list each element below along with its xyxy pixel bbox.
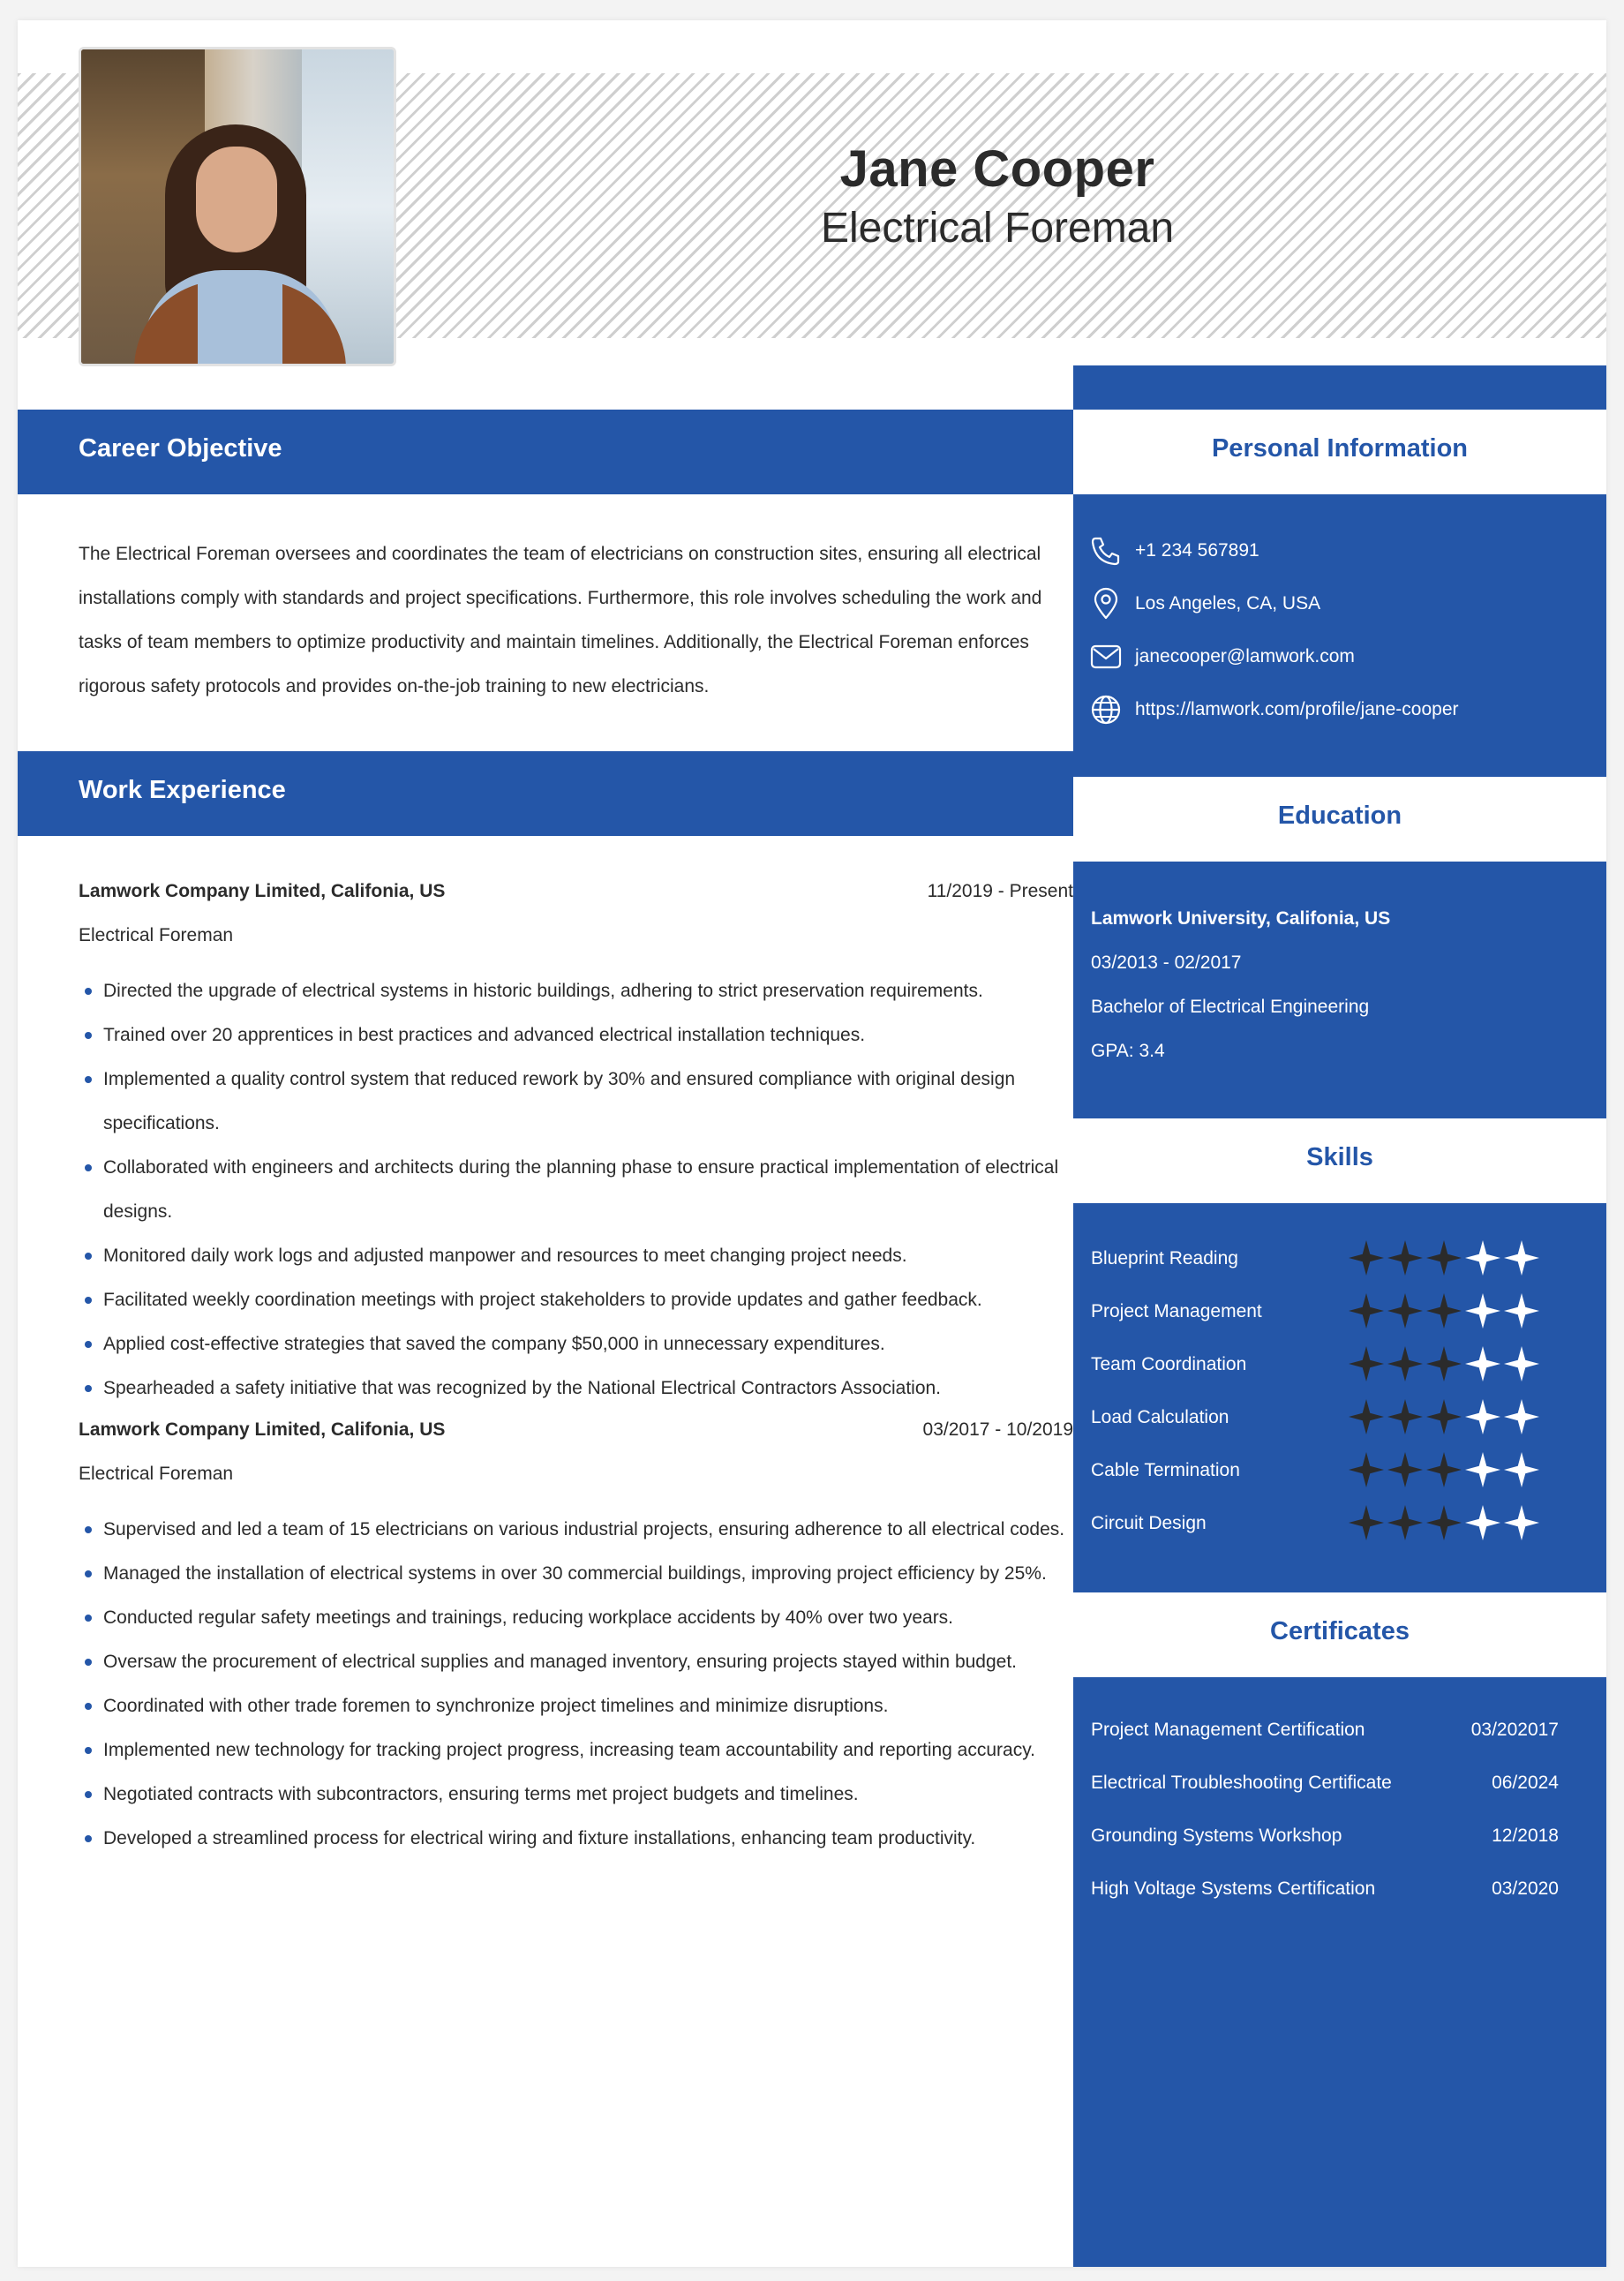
certificate-date: 12/2018 xyxy=(1492,1826,1559,1846)
phone-icon xyxy=(1088,533,1124,568)
star-empty-icon xyxy=(1465,1505,1500,1540)
skill-row xyxy=(1091,1293,1585,1329)
star-filled-icon xyxy=(1426,1452,1462,1487)
job-period: 03/2017 - 10/2019 xyxy=(922,1419,1073,1440)
skill-name: Load Calculation xyxy=(1091,1407,1229,1427)
contact-email-text[interactable]: janecooper@lamwork.com xyxy=(1135,646,1355,666)
star-filled-icon xyxy=(1387,1505,1423,1540)
star-empty-icon xyxy=(1465,1452,1500,1487)
education-school: Lamwork University, Califonia, US xyxy=(1091,908,1391,929)
candidate-job-title: Electrical Foreman xyxy=(820,205,1175,252)
star-filled-icon xyxy=(1426,1293,1462,1329)
contact-location-text: Los Angeles, CA, USA xyxy=(1135,593,1321,614)
job-company: Lamwork Company Limited, Califonia, US xyxy=(79,1419,446,1440)
star-filled-icon xyxy=(1387,1452,1423,1487)
certificate-name: Grounding Systems Workshop xyxy=(1091,1826,1342,1846)
skill-rating-stars xyxy=(1349,1293,1543,1329)
star-filled-icon xyxy=(1387,1399,1423,1434)
career-objective-heading: Career Objective xyxy=(79,434,282,463)
personal-info-heading: Personal Information xyxy=(1211,434,1469,463)
star-empty-icon xyxy=(1504,1346,1539,1381)
job-bullet: Applied cost-effective strategies that saved the company $50,000 in unnecessary expenditures. xyxy=(103,1322,1074,1366)
skill-row xyxy=(1091,1505,1585,1540)
certificate-row xyxy=(1091,1871,1559,1907)
candidate-name: Jane Cooper xyxy=(839,140,1155,198)
job-bullet: Spearheaded a safety initiative that was recognized by the National Electrical Contractors Association. xyxy=(103,1366,1074,1411)
star-empty-icon xyxy=(1465,1293,1500,1329)
career-objective-text: The Electrical Foreman oversees and coordinates the team of electricians on construction sites, ensuring all electrical installations comply with standards and project specifications. Furthermore, this role involves scheduling the work and tasks of team members to optimize productivity and maintain timelines. Additionally, the Electrical Foreman enforces rigorous safety protocols and provides on-the-job training to new electricians. xyxy=(79,544,1042,696)
star-filled-icon xyxy=(1426,1505,1462,1540)
job-bullet: Trained over 20 apprentices in best practices and advanced electrical installation techniques. xyxy=(103,1013,1074,1058)
job-bullet: Conducted regular safety meetings and trainings, reducing workplace accidents by 40% over two years. xyxy=(103,1596,1074,1640)
star-empty-icon xyxy=(1465,1399,1500,1434)
star-empty-icon xyxy=(1465,1240,1500,1276)
job-bullet: Directed the upgrade of electrical systems in historic buildings, adhering to strict preservation requirements. xyxy=(103,969,1074,1013)
skill-row xyxy=(1091,1399,1585,1434)
job-bullet: Implemented a quality control system that reduced rework by 30% and ensured compliance with original design specifications. xyxy=(103,1058,1074,1146)
job-period: 11/2019 - Present xyxy=(927,881,1073,901)
contact-website-link[interactable]: https://lamwork.com/profile/jane-cooper xyxy=(1135,699,1459,719)
certificate-date: 03/202017 xyxy=(1470,1720,1559,1740)
star-filled-icon xyxy=(1349,1293,1384,1329)
job-bullet: Developed a streamlined process for electrical wiring and fixture installations, enhancing team productivity. xyxy=(103,1817,1074,1861)
certificate-row xyxy=(1091,1765,1559,1801)
skill-row xyxy=(1091,1452,1585,1487)
skill-row xyxy=(1091,1240,1585,1276)
job-bullet: Oversaw the procurement of electrical supplies and managed inventory, ensuring projects stayed within budget. xyxy=(103,1640,1074,1684)
education-period: 03/2013 - 02/2017 xyxy=(1091,952,1242,973)
skill-name: Cable Termination xyxy=(1091,1460,1240,1480)
work-experience-heading-bar xyxy=(18,751,1073,836)
skill-row xyxy=(1091,1346,1585,1381)
skill-rating-stars xyxy=(1349,1452,1543,1487)
skill-name: Team Coordination xyxy=(1091,1354,1247,1374)
star-filled-icon xyxy=(1426,1346,1462,1381)
certificate-date: 03/2020 xyxy=(1492,1878,1559,1899)
personal-info-heading-bar xyxy=(1073,410,1606,494)
star-empty-icon xyxy=(1504,1452,1539,1487)
job-company: Lamwork Company Limited, Califonia, US xyxy=(79,881,446,901)
job-bullet: Monitored daily work logs and adjusted manpower and resources to meet changing project needs. xyxy=(103,1234,1074,1278)
certificate-name: Electrical Troubleshooting Certificate xyxy=(1091,1773,1392,1793)
envelope-icon xyxy=(1088,639,1124,674)
skill-name: Project Management xyxy=(1091,1301,1262,1321)
star-filled-icon xyxy=(1387,1293,1423,1329)
job-bullet: Managed the installation of electrical systems in over 30 commercial buildings, improving project efficiency by 25%. xyxy=(103,1552,1074,1596)
skill-rating-stars xyxy=(1349,1346,1543,1381)
star-empty-icon xyxy=(1504,1240,1539,1276)
job-bullet: Negotiated contracts with subcontractors, ensuring terms met project budgets and timelines. xyxy=(103,1773,1074,1817)
work-experience-heading: Work Experience xyxy=(79,776,286,804)
skill-name: Circuit Design xyxy=(1091,1513,1207,1533)
star-empty-icon xyxy=(1504,1399,1539,1434)
skills-heading: Skills xyxy=(1306,1143,1373,1171)
skill-name: Blueprint Reading xyxy=(1091,1248,1238,1268)
education-gpa: GPA: 3.4 xyxy=(1091,1041,1165,1061)
profile-photo xyxy=(79,47,396,366)
skill-rating-stars xyxy=(1349,1505,1543,1540)
skill-rating-stars xyxy=(1349,1240,1543,1276)
star-empty-icon xyxy=(1504,1505,1539,1540)
job-bullet: Facilitated weekly coordination meetings with project stakeholders to provide updates and gather feedback. xyxy=(103,1278,1074,1322)
job-bullet: Collaborated with engineers and architects during the planning phase to ensure practical implementation of electrical designs. xyxy=(103,1146,1074,1234)
skills-heading-bar xyxy=(1073,1118,1606,1203)
skill-rating-stars xyxy=(1349,1399,1543,1434)
location-pin-icon xyxy=(1088,586,1124,621)
certificate-row xyxy=(1091,1713,1559,1748)
education-degree: Bachelor of Electrical Engineering xyxy=(1091,997,1370,1017)
certificates-heading-bar xyxy=(1073,1592,1606,1677)
star-filled-icon xyxy=(1387,1240,1423,1276)
certificate-date: 06/2024 xyxy=(1492,1773,1559,1793)
education-heading: Education xyxy=(1277,802,1402,830)
star-filled-icon xyxy=(1426,1240,1462,1276)
education-heading-bar xyxy=(1073,777,1606,862)
job-role: Electrical Foreman xyxy=(79,925,234,945)
job-bullets xyxy=(79,1508,1074,1861)
career-objective-heading-bar xyxy=(18,410,1073,494)
job-bullets xyxy=(79,969,1074,1411)
job-bullet: Supervised and led a team of 15 electricians on various industrial projects, ensuring adherence to all electrical codes. xyxy=(103,1508,1074,1552)
star-filled-icon xyxy=(1387,1346,1423,1381)
job-role: Electrical Foreman xyxy=(79,1464,234,1484)
certificate-name: High Voltage Systems Certification xyxy=(1091,1878,1376,1899)
resume-page xyxy=(18,20,1606,2267)
job-bullet: Implemented new technology for tracking project progress, increasing team accountability and reporting accuracy. xyxy=(103,1728,1074,1773)
certificate-row xyxy=(1091,1818,1559,1854)
star-filled-icon xyxy=(1349,1240,1384,1276)
globe-icon xyxy=(1088,692,1124,727)
contact-phone-text: +1 234 567891 xyxy=(1135,540,1259,561)
star-empty-icon xyxy=(1465,1346,1500,1381)
certificate-name: Project Management Certification xyxy=(1091,1720,1365,1740)
star-filled-icon xyxy=(1349,1346,1384,1381)
star-filled-icon xyxy=(1349,1399,1384,1434)
job-bullet: Coordinated with other trade foremen to synchronize project timelines and minimize disruptions. xyxy=(103,1684,1074,1728)
star-filled-icon xyxy=(1349,1452,1384,1487)
star-filled-icon xyxy=(1349,1505,1384,1540)
certificates-heading: Certificates xyxy=(1270,1617,1410,1645)
star-empty-icon xyxy=(1504,1293,1539,1329)
star-filled-icon xyxy=(1426,1399,1462,1434)
